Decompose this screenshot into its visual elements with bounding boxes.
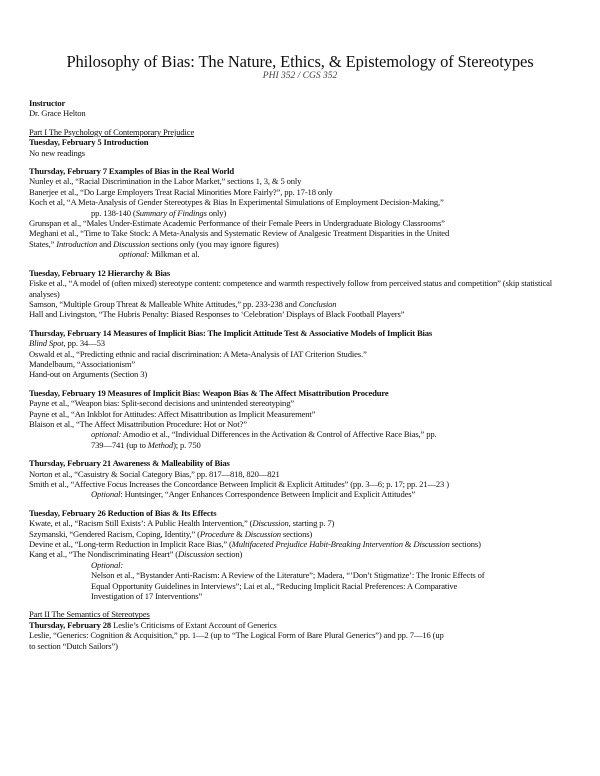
reading-line: No new readings	[29, 147, 85, 158]
session-title: Tuesday, February 12 Hierarchy & Bias	[29, 267, 171, 278]
optional-reading: 739—741 (up to Method); p. 750	[91, 439, 201, 450]
optional-reading: Optional: Huntsinger, “Anger Enhances Correspondence Between Implicit and Explicit Attitudes”	[91, 489, 416, 500]
session-title: Tuesday, February 26 Reduction of Bias & Its Effects	[29, 507, 217, 518]
page-title: Philosophy of Bias: The Nature, Ethics, & Epistemology of Stereotypes	[66, 52, 534, 71]
reading-line: Kwate, et al., “Racism Still Exists’: A Public Health Intervention,” (Discussion, starting p. 7)	[29, 518, 335, 529]
syllabus-body	[29, 98, 569, 651]
optional-reading: Equal Opportunity Guidelines in Interviews”; Lai et al., “Reducing Implicit Racial Preferences: A Comparative	[91, 580, 458, 591]
session-title: Thursday, February 21 Awareness & Malleability of Bias	[29, 458, 230, 469]
optional-reading: optional: Milkman et al.	[119, 249, 200, 260]
reading-line: Blaison et al., “The Affect Misattribution Procedure: Hot or Not?”	[29, 418, 247, 429]
part2-heading: Part II The Semantics of Stereotypes	[29, 609, 150, 620]
reading-line: Meghani et al., “Time to Take Stock: A Meta-Analysis and Systematic Review of Analgesic Treatment Disparities in the United	[29, 228, 450, 239]
optional-label: Optional:	[91, 559, 124, 570]
reading-line: Devine et al., “Long-term Reduction in Implicit Race Bias,” (Multifaceted Prejudice Habit-Breaking Intervention & Discussion sections)	[29, 539, 481, 550]
reading-line: Hall and Livingston, “The Hubris Penalty: Biased Responses to ‘Celebration’ Displays of Black Football Players”	[29, 309, 405, 320]
reading-line: Blind Spot, pp. 34—53	[29, 338, 105, 349]
reading-line: Mandelbaum, “Associationism”	[29, 358, 136, 369]
reading-line: to section “Dutch Sailors”)	[29, 640, 118, 651]
reading-line: Payne et al., “An Inkblot for Attitudes: Affect Misattribution as Implicit Measurement”	[29, 408, 316, 419]
reading-line: Nunley et al., “Racial Discrimination in the Labor Market,” sections 1, 3, & 5 only	[29, 176, 302, 187]
session-title: Thursday, February 14 Measures of Implicit Bias: The Implicit Attitude Test & Associative Models of Implicit Bias	[29, 327, 433, 338]
instructor-name: Dr. Grace Helton	[29, 108, 86, 119]
instructor-label: Instructor	[29, 98, 66, 108]
session-title: Thursday, February 28 Leslie’s Criticisms of Extant Account of Generics	[29, 619, 277, 630]
reading-line: Hand-out on Arguments (Section 3)	[29, 369, 148, 380]
reading-line: States,” Introduction and Discussion sections only (you may ignore figures)	[29, 238, 279, 249]
course-code: PHI 352 / CGS 352	[262, 71, 338, 81]
reading-line: pp. 138-140 (Summary of Findings only)	[91, 207, 227, 218]
session-title: Tuesday, February 5 Introduction	[29, 137, 149, 148]
session-title: Thursday, February 7 Examples of Bias in the Real World	[29, 166, 235, 177]
optional-reading: Investigation of 17 Interventions”	[91, 591, 203, 602]
reading-line: Kang et al., “The Nondiscriminating Heart” (Discussion section)	[29, 549, 243, 560]
reading-line: Banerjee et al., “Do Large Employers Treat Racial Minorities More Fairly?”, pp. 17-18 only	[29, 186, 333, 197]
optional-reading: Nelson et al., “Bystander Anti-Racism: A Review of the Literature”; Madera, “’Don’t Stigmatize’: The Ironic Effects of	[91, 570, 485, 581]
session-title: Tuesday, February 19 Measures of Implicit Bias: Weapon Bias & The Affect Misattribution Procedure	[29, 387, 389, 398]
reading-line: Payne et al., “Weapon bias: Split-second decisions and unintended stereotyping”	[29, 398, 295, 409]
optional-reading: optional: Amodio et al., “Individual Differences in the Activation & Control of Affective Race Bias,” pp.	[91, 429, 437, 440]
reading-line: Norton et al., “Casuistry & Social Category Bias,” pp. 817—818, 820—821	[29, 468, 280, 479]
reading-line: Grunspan et al., “Males Under-Estimate Academic Performance of their Female Peers in Undergraduate Biology Classrooms”	[29, 218, 445, 229]
reading-line: Szymanski, “Gendered Racism, Coping, Identity,” (Procedure & Discussion sections)	[29, 528, 313, 539]
reading-line: Smith et al., “Affective Focus Increases the Concordance Between Implicit & Explicit Attitudes” (pp. 3—6; p. 17; pp. 21—23 )	[29, 479, 449, 489]
reading-line: Fiske et al., “A model of (often mixed) stereotype content: competence and warmth respectively follow from perceived status and competition” (skip statistical analyses)	[29, 278, 553, 299]
reading-line: Oswald et al., “Predicting ethnic and racial discrimination: A Meta-Analysis of IAT Criterion Studies.”	[29, 348, 367, 359]
reading-line: Leslie, “Generics: Cognition & Acquisition,” pp. 1—2 (up to “The Logical Form of Bare Plural Generics”) and pp. 7—16 (up	[29, 630, 444, 641]
reading-line: Koch et al, “A Meta-Analysis of Gender Stereotypes & Bias In Experimental Simulations of Employment Decision-Making,”	[29, 197, 444, 208]
part1-heading: Part I The Psychology of Contemporary Prejudice	[29, 126, 195, 137]
reading-line: Samson, “Multiple Group Threat & Malleable White Attitudes,” pp. 233-238 and Conclusion	[29, 298, 337, 309]
